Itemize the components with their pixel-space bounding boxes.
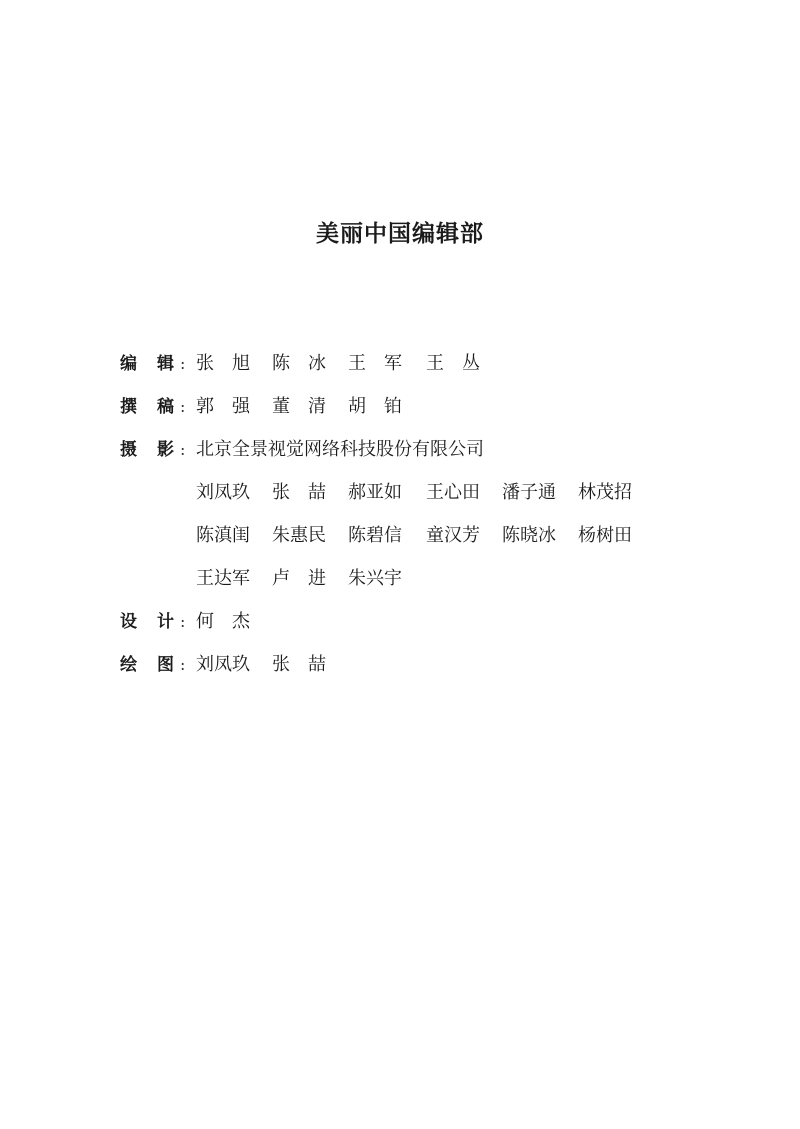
- label-colon: :: [180, 440, 186, 459]
- credit-name: 童汉芳: [426, 525, 480, 546]
- label-char: 图: [157, 655, 174, 675]
- label-char: 计: [157, 612, 174, 632]
- credit-name: 王 军: [348, 353, 402, 374]
- credit-row-photography: [0, 435, 800, 465]
- label-char: 编: [120, 354, 137, 374]
- credit-name: 胡 铂: [348, 396, 402, 417]
- credit-name: 潘子通: [502, 482, 556, 503]
- photographer-row-1: [0, 478, 800, 508]
- label-char: 影: [157, 440, 174, 460]
- credit-label-photography: [120, 435, 180, 465]
- credit-label-editors: [120, 349, 180, 379]
- label-char: 绘: [120, 655, 137, 675]
- credit-name: 陈晓冰: [502, 525, 556, 546]
- credit-name: 朱兴宇: [348, 568, 402, 589]
- credit-label-writers: [120, 392, 180, 422]
- label-char: 撰: [120, 397, 137, 417]
- photographer-row-2: [0, 521, 800, 551]
- label-colon: :: [180, 354, 186, 373]
- credit-name: 刘凤玖: [196, 654, 250, 675]
- credit-name: 陈碧信: [348, 525, 402, 546]
- credit-name: 林茂招: [578, 482, 632, 503]
- credit-name: 刘凤玖: [196, 482, 250, 503]
- credit-name: 张 旭: [196, 353, 250, 374]
- credit-row-design: [0, 607, 800, 637]
- credit-name: 卢 进: [272, 568, 326, 589]
- credit-name: 陈 冰: [272, 353, 326, 374]
- label-char: 辑: [157, 354, 174, 374]
- credit-name: 朱惠民: [272, 525, 326, 546]
- label-colon: :: [180, 397, 186, 416]
- credit-row-illustration: [0, 650, 800, 680]
- credit-name: 陈滇闺: [196, 525, 250, 546]
- label-colon: :: [180, 612, 186, 631]
- credit-label-design: [120, 607, 180, 637]
- label-char: 摄: [120, 440, 137, 460]
- credit-name: 董 清: [272, 396, 326, 417]
- credit-name: 张 喆: [272, 482, 326, 503]
- label-colon: :: [180, 655, 186, 674]
- credit-name: 张 喆: [272, 654, 326, 675]
- credit-name: 王 丛: [426, 353, 480, 374]
- label-char: 设: [120, 612, 137, 632]
- credit-name: 王达军: [196, 568, 250, 589]
- credit-name: 王心田: [426, 482, 480, 503]
- credit-label-illustration: [120, 650, 180, 680]
- credit-row-editors: [0, 349, 800, 379]
- photographer-row-3: [0, 564, 800, 594]
- credit-name: 何 杰: [196, 611, 250, 632]
- credit-row-writers: [0, 392, 800, 422]
- credit-name: 郝亚如: [348, 482, 402, 503]
- credit-name: 杨树田: [578, 525, 632, 546]
- credit-name: 郭 强: [196, 396, 250, 417]
- label-char: 稿: [157, 397, 174, 417]
- page-title: 美丽中国编辑部: [316, 221, 484, 247]
- photo-organization: 北京全景视觉网络科技股份有限公司: [196, 439, 484, 460]
